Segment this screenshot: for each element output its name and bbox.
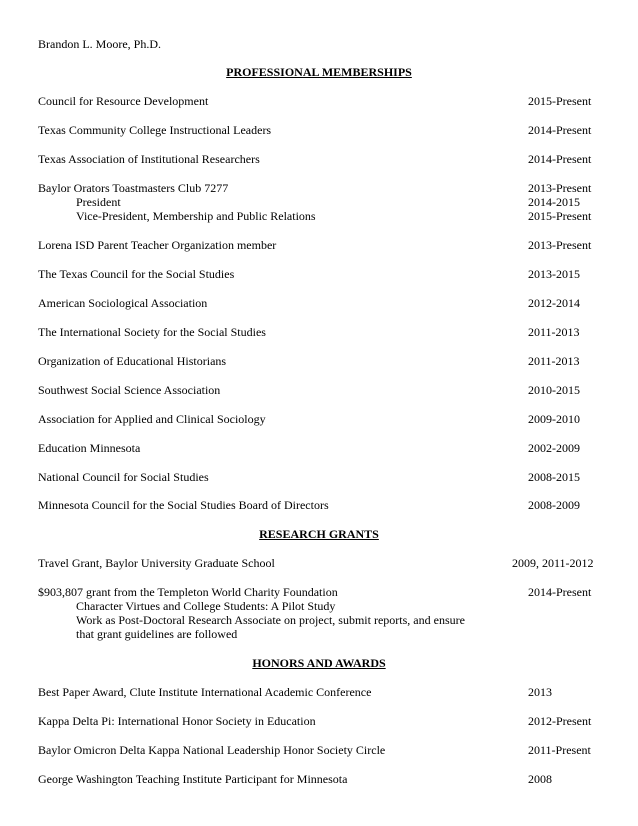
- membership-org: Southwest Social Science Association: [38, 383, 221, 397]
- membership-dates: 2011-2013: [528, 325, 580, 339]
- membership-org: Association for Applied and Clinical Sociology: [38, 412, 266, 426]
- membership-dates: 2012-2014: [528, 296, 580, 310]
- membership-org: American Sociological Association: [38, 296, 208, 310]
- award-title: Kappa Delta Pi: International Honor Society in Education: [38, 714, 316, 728]
- membership-org: Baylor Orators Toastmasters Club 7277: [38, 181, 229, 195]
- grant-title: Travel Grant, Baylor University Graduate School: [38, 556, 275, 570]
- award-dates: 2012-Present: [528, 714, 592, 728]
- membership-org: National Council for Social Studies: [38, 470, 209, 484]
- membership-role: President: [76, 195, 121, 209]
- award-title: Best Paper Award, Clute Institute International Academic Conference: [38, 685, 372, 699]
- grant-detail: Character Virtues and College Students: A Pilot Study: [76, 599, 336, 613]
- award-dates: 2013: [528, 685, 552, 699]
- membership-org: The Texas Council for the Social Studies: [38, 267, 235, 281]
- membership-dates: 2009-2010: [528, 412, 580, 426]
- membership-role: Vice-President, Membership and Public Relations: [76, 209, 316, 223]
- membership-dates: 2015-Present: [528, 94, 592, 108]
- grant-dates: 2009, 2011-2012: [512, 556, 594, 570]
- membership-dates: 2010-2015: [528, 383, 580, 397]
- membership-dates: 2014-2015: [528, 195, 580, 209]
- award-title: George Washington Teaching Institute Participant for Minnesota: [38, 772, 348, 786]
- membership-org: Texas Association of Institutional Researchers: [38, 152, 260, 166]
- membership-org: Organization of Educational Historians: [38, 354, 227, 368]
- grant-dates: 2014-Present: [528, 585, 592, 599]
- membership-dates: 2011-2013: [528, 354, 580, 368]
- grant-title: $903,807 grant from the Templeton World Charity Foundation: [38, 585, 338, 599]
- award-title: Baylor Omicron Delta Kappa National Leadership Honor Society Circle: [38, 743, 386, 757]
- section-heading-honors-awards: HONORS AND AWARDS: [252, 656, 386, 670]
- membership-org: Council for Resource Development: [38, 94, 209, 108]
- membership-org: Education Minnesota: [38, 441, 141, 455]
- author-name: Brandon L. Moore, Ph.D.: [38, 37, 161, 51]
- membership-dates: 2015-Present: [528, 209, 592, 223]
- membership-dates: 2002-2009: [528, 441, 580, 455]
- grant-detail: that grant guidelines are followed: [76, 627, 238, 641]
- membership-dates: 2014-Present: [528, 152, 592, 166]
- membership-org: Lorena ISD Parent Teacher Organization member: [38, 238, 277, 252]
- membership-dates: 2013-Present: [528, 238, 592, 252]
- membership-dates: 2014-Present: [528, 123, 592, 137]
- membership-dates: 2013-2015: [528, 267, 580, 281]
- award-dates: 2008: [528, 772, 552, 786]
- membership-org: Minnesota Council for the Social Studies Board of Directors: [38, 498, 329, 512]
- membership-org: Texas Community College Instructional Leaders: [38, 123, 272, 137]
- membership-org: The International Society for the Social Studies: [38, 325, 266, 339]
- membership-dates: 2013-Present: [528, 181, 592, 195]
- section-heading-professional-memberships: PROFESSIONAL MEMBERSHIPS: [226, 65, 412, 79]
- award-dates: 2011-Present: [528, 743, 591, 757]
- membership-dates: 2008-2009: [528, 498, 580, 512]
- membership-dates: 2008-2015: [528, 470, 580, 484]
- section-heading-research-grants: RESEARCH GRANTS: [259, 527, 379, 541]
- grant-detail: Work as Post-Doctoral Research Associate on project, submit reports, and ensure: [76, 613, 465, 627]
